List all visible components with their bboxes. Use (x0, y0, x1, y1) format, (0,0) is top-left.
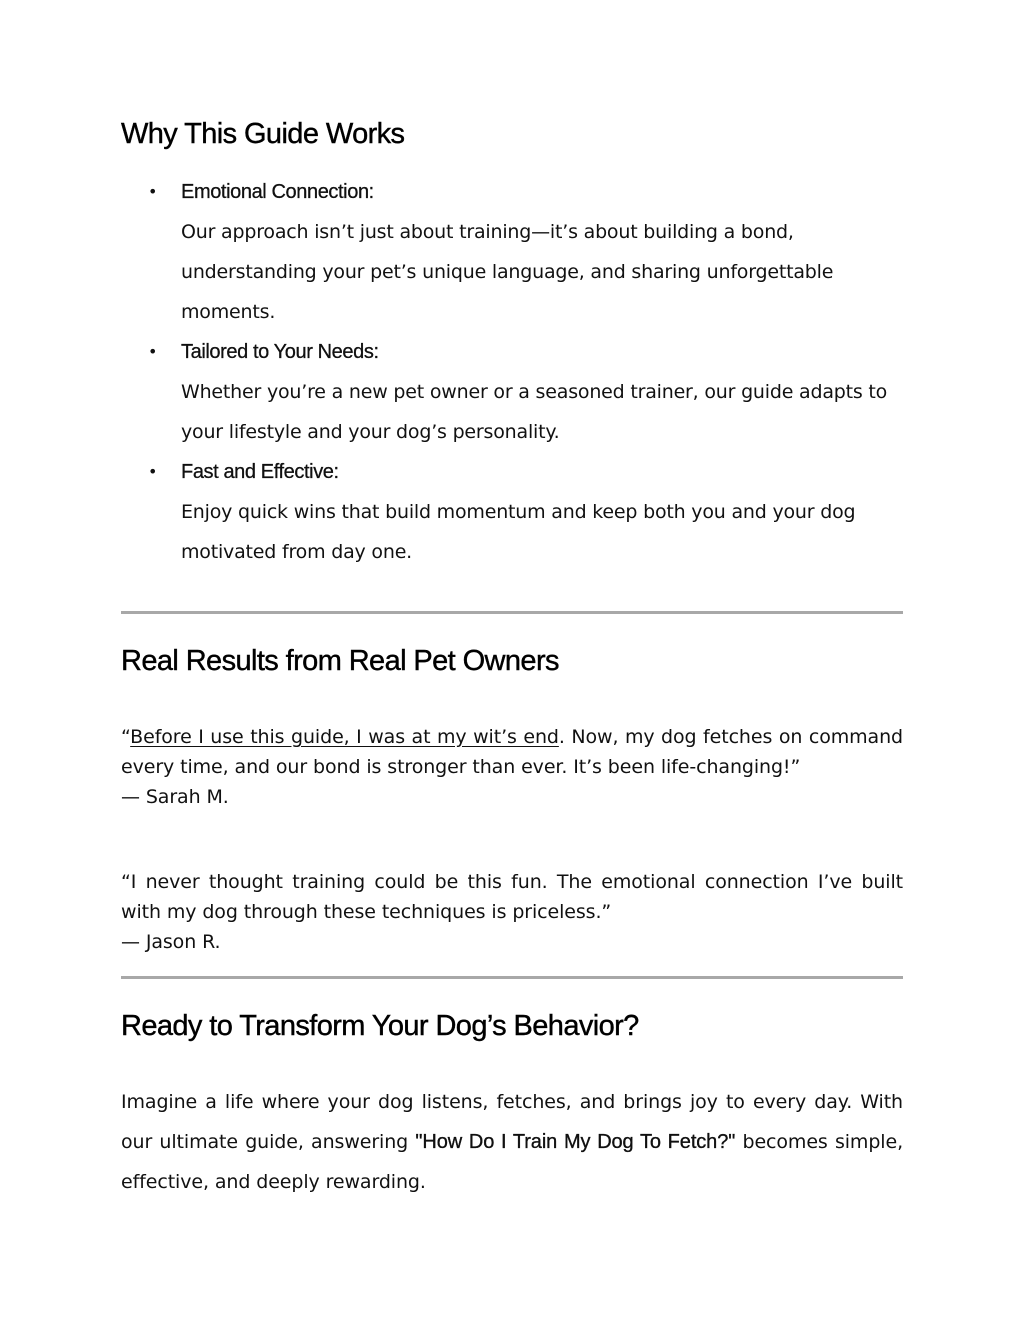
testimonial-text: . Now, my dog fetches on command every time, and our bond is stronger than ever. It’s been life-changing!” (121, 726, 903, 778)
feature-title: Emotional Connection: (181, 181, 374, 203)
section-divider (121, 976, 903, 979)
keyword-highlight: "How Do I Train My Dog To Fetch?" (415, 1131, 736, 1153)
ready-to-transform-heading: Ready to Transform Your Dog’s Behavior? (121, 1010, 639, 1042)
feature-list (121, 172, 903, 572)
feature-title: Fast and Effective: (181, 461, 339, 483)
testimonial-author: — Sarah M. (121, 786, 229, 808)
bullet-icon: • (148, 342, 158, 361)
testimonial-link[interactable]: Before I use this guide, I was at my wit’s end (130, 726, 559, 748)
feature-description: Enjoy quick wins that build momentum and keep both you and your dog motivated from day one. (181, 501, 856, 563)
testimonial-author: — Jason R. (121, 931, 221, 953)
feature-item-fast-effective (121, 452, 903, 572)
closing-paragraph (121, 1082, 903, 1202)
real-results-heading: Real Results from Real Pet Owners (121, 645, 559, 677)
testimonial-text: “I never thought training could be this fun. The emotional connection I’ve built with my dog through these techniques is priceless.” (121, 871, 903, 923)
bullet-icon: • (148, 182, 158, 201)
why-guide-works-heading: Why This Guide Works (121, 118, 405, 150)
closing-text-end: becomes simple, effective, and deeply rewarding. (121, 1131, 904, 1193)
feature-description: Our approach isn’t just about training—it’s about building a bond, understanding your pet’s unique language, and sharing unforgettable moments. (181, 221, 834, 323)
open-quote-mark: “ (121, 726, 131, 748)
section-divider (121, 611, 903, 614)
feature-item-emotional-connection (121, 172, 903, 332)
testimonial-sarah (121, 722, 903, 812)
closing-text-start: Imagine a life where your dog listens, fetches, and brings joy to every day. With our ultimate guide, answering (121, 1091, 903, 1153)
bullet-icon: • (148, 462, 158, 481)
feature-title: Tailored to Your Needs: (181, 341, 379, 363)
feature-description: Whether you’re a new pet owner or a seasoned trainer, our guide adapts to your lifestyle and your dog’s personality. (181, 381, 888, 443)
feature-item-tailored (121, 332, 903, 452)
testimonial-jason (121, 867, 903, 957)
